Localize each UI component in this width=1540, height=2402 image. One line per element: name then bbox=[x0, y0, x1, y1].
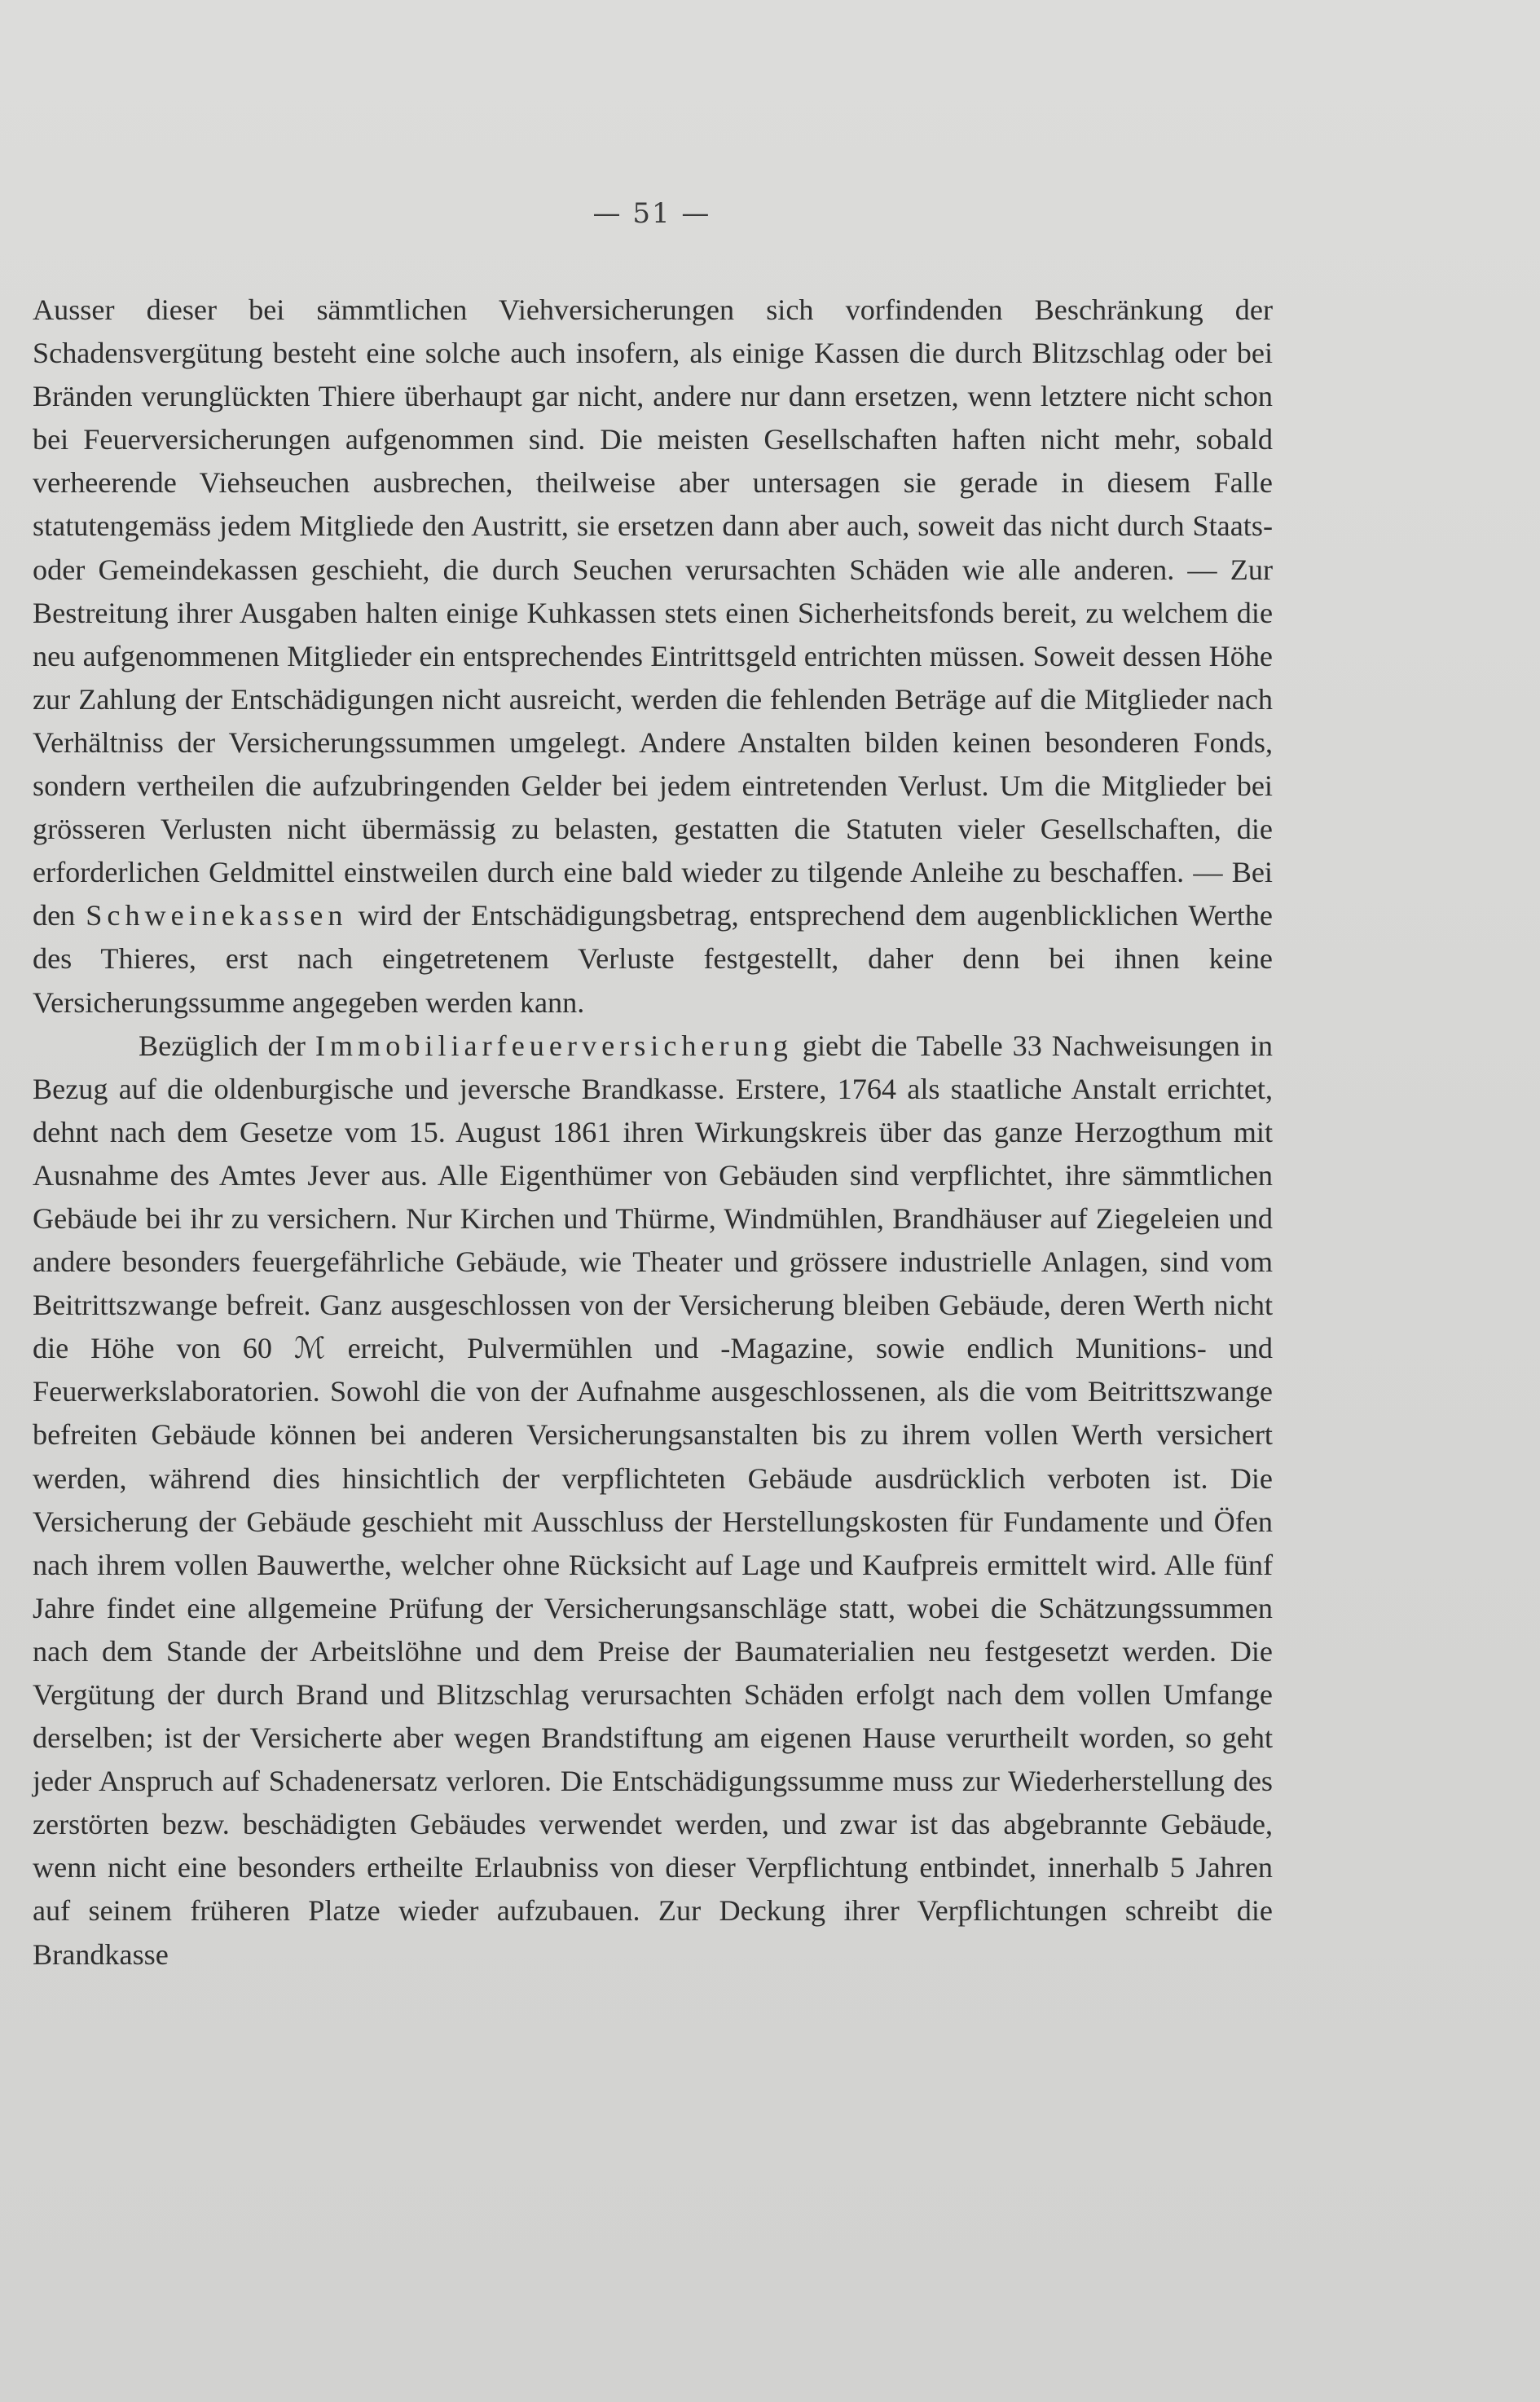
spaced-term-immobiliarfeuerversicherung: Immobiliarfeuerversicherung bbox=[315, 1029, 793, 1062]
paragraph-1-text-b: wird der Entschädigungsbetrag, entsprechend dem augenblicklichen Werthe des Thieres, erst nach eingetretenem Verluste festgestellt, daher denn bei ihnen keine Versicherungssumme angegeben werden kann. bbox=[33, 899, 1273, 1019]
spaced-term-schweinekassen: Schweinekassen bbox=[86, 899, 348, 932]
paragraph-1-text-a: Ausser dieser bei sämmtlichen Viehversicherungen sich vorfindenden Beschränkung der Schadensvergütung besteht eine solche auch insofern, als einige Kassen die durch Blitzschlag oder bei Bränden verunglückten Thiere überhaupt gar nicht, andere nur dann ersetzen, wenn letztere nicht schon bei Feuerversicherungen aufgenommen sind. Die meisten Gesellschaften haften nicht mehr, sobald verheerende Viehseuchen ausbrechen, theilweise aber untersagen sie gerade in diesem Falle statutengemäss jedem Mitgliede den Austritt, sie ersetzen dann aber auch, soweit das nicht durch Staats- oder Gemeindekassen geschieht, die durch Seuchen verursachten Schäden wie alle anderen. — Zur Bestreitung ihrer Ausgaben halten einige Kuhkassen stets einen Sicherheitsfonds bereit, zu welchem die neu aufgenommenen Mitglieder ein entsprechendes Eintrittsgeld entrichten müssen. Soweit dessen Höhe zur Zahlung der Entschädigungen nicht ausreicht, werden die fehlenden Beträge auf die Mitglieder nach Verhältniss der Versicherungssummen umgelegt. Andere Anstalten bilden keinen besonderen Fonds, sondern vertheilen die aufzubringenden Gelder bei jedem eintretenden Verlust. Um die Mitglieder bei grösseren Verlusten nicht übermässig zu belasten, gestatten die Statuten vieler Gesellschaften, die erforderlichen Geldmittel einstweilen durch eine bald wieder zu tilgende Anleihe zu beschaffen. — Bei den bbox=[33, 293, 1273, 932]
body-text bbox=[33, 289, 1273, 1977]
paragraph-1 bbox=[33, 289, 1273, 1025]
paragraph-2 bbox=[33, 1025, 1273, 1977]
paragraph-2-text-a: Bezüglich der bbox=[139, 1029, 306, 1062]
paragraph-2-text-b: giebt die Tabelle 33 Nachweisungen in Bezug auf die oldenburgische und jeversche Brandkasse. Erstere, 1764 als staatliche Anstalt errichtet, dehnt nach dem Gesetze vom 15. August 1861 ihren Wirkungskreis über das ganze Herzogthum mit Ausnahme des Amtes Jever aus. Alle Eigenthümer von Gebäuden sind verpflichtet, ihre sämmtlichen Gebäude bei ihr zu versichern. Nur Kirchen und Thürme, Windmühlen, Brandhäuser auf Ziegeleien und andere besonders feuergefährliche Gebäude, wie Theater und grössere industrielle Anlagen, sind vom Beitrittszwange befreit. Ganz ausgeschlossen von der Versicherung bleiben Gebäude, deren Werth nicht die Höhe von 60 ℳ erreicht, Pulvermühlen und -Magazine, sowie endlich Munitions- und Feuerwerkslaboratorien. Sowohl die von der Aufnahme ausgeschlossenen, als die vom Beitrittszwange befreiten Gebäude können bei anderen Versicherungsanstalten bis zu ihrem vollen Werth versichert werden, während dies hinsichtlich der verpflichteten Gebäude ausdrücklich verboten ist. Die Versicherung der Gebäude geschieht mit Ausschluss der Herstellungskosten für Fundamente und Öfen nach ihrem vollen Bauwerthe, welcher ohne Rücksicht auf Lage und Kaufpreis ermittelt wird. Alle fünf Jahre findet eine allgemeine Prüfung der Versicherungsanschläge statt, wobei die Schätzungssummen nach dem Stande der Arbeitslöhne und dem Preise der Baumaterialien neu festgesetzt werden. Die Vergütung der durch Brand und Blitzschlag verursachten Schäden erfolgt nach dem vollen Umfange derselben; ist der Versicherte aber wegen Brandstiftung am eigenen Hause verurtheilt worden, so geht jeder Anspruch auf Schadenersatz verloren. Die Entschädigungssumme muss zur Wiederherstellung des zerstörten bezw. beschädigten Gebäudes verwendet werden, und zwar ist das abgebrannte Gebäude, wenn nicht eine besonders ertheilte Erlaubniss von dieser Verpflichtung entbindet, innerhalb 5 Jahren auf seinem früheren Platze wieder aufzubauen. Zur Deckung ihrer Verpflichtungen schreibt die Brandkasse bbox=[33, 1029, 1274, 1971]
page-number: — 51 — bbox=[592, 197, 711, 230]
